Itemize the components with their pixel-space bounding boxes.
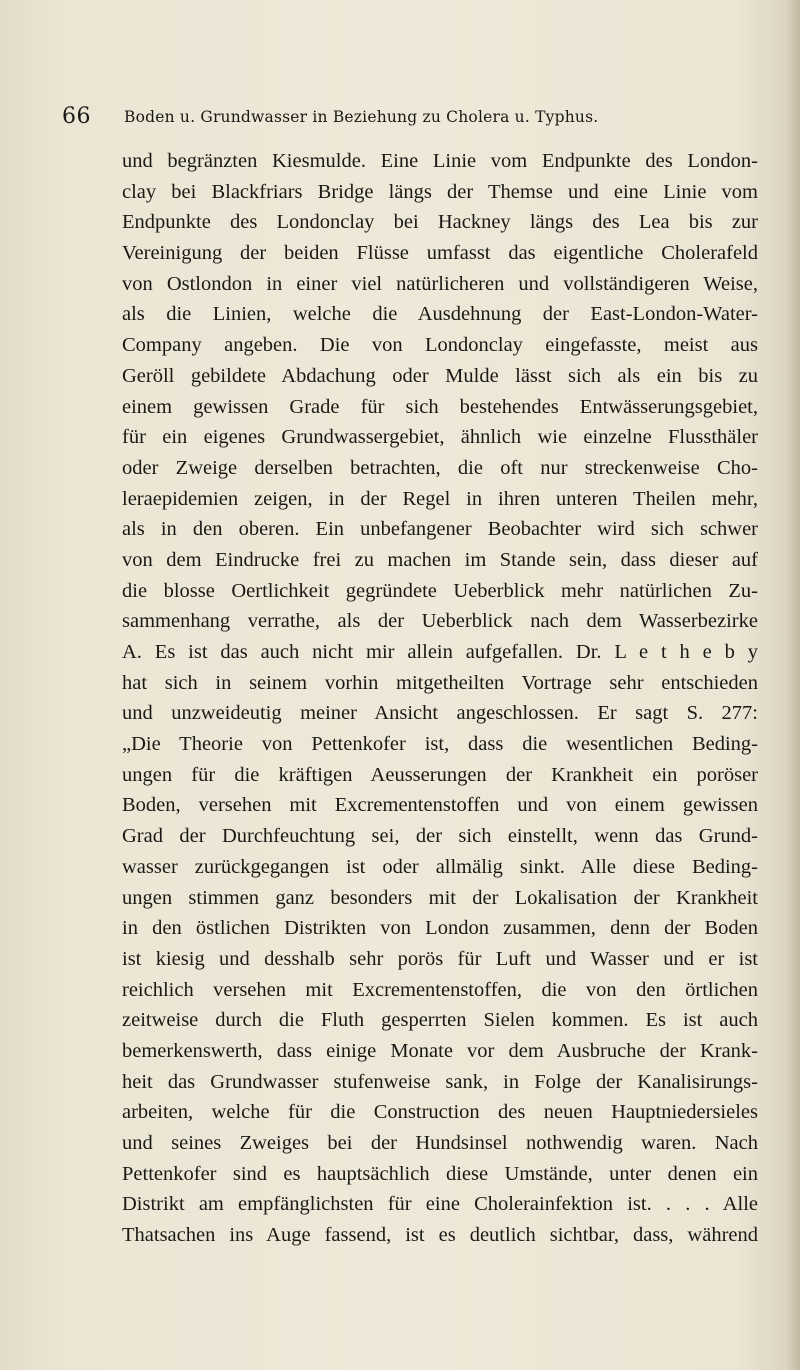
text-line: für ein eigenes Grundwassergebiet, ähnlich wie einzelne Flussthäler <box>122 426 758 449</box>
running-head: Boden u. Grundwasser in Beziehung zu Cholera u. Typhus. <box>124 108 599 126</box>
text-line: ungen stimmen ganz besonders mit der Lokalisation der Krankheit <box>122 886 758 909</box>
text-line: heit das Grundwasser stufenweise sank, in Folge der Kanalisirungs- <box>122 1070 758 1093</box>
text-line: und begränzten Kiesmulde. Eine Linie vom Endpunkte des London- <box>122 150 758 172</box>
text-line: reichlich versehen mit Excrementenstoffen, die von den örtlichen <box>122 978 758 1001</box>
text-line: als in den oberen. Ein unbefangener Beobachter wird sich schwer <box>122 518 758 541</box>
text-line: A. Es ist das auch nicht mir allein aufgefallen. Dr. L e t h e b y <box>122 641 758 663</box>
text-line: hat sich in seinem vorhin mitgetheilten Vortrage sehr entschieden <box>122 671 758 694</box>
text-line: bemerkenswerth, dass einige Monate vor dem Ausbruche der Krank- <box>122 1039 758 1062</box>
text-line: oder Zweige derselben betrachten, die oft nur streckenweise Cho- <box>122 456 758 479</box>
text-line: als die Linien, welche die Ausdehnung der East-London-Water- <box>122 303 758 326</box>
text-line: Thatsachen ins Auge fassend, ist es deutlich sichtbar, dass, während <box>122 1224 758 1247</box>
body-text <box>122 146 758 1251</box>
text-line: die blosse Oertlichkeit gegründete Ueberblick mehr natürlichen Zu- <box>122 579 758 602</box>
text-line: Pettenkofer sind es hauptsächlich diese Umstände, unter denen ein <box>122 1162 758 1185</box>
text-line: sammenhang verrathe, als der Ueberblick nach dem Wasserbezirke <box>122 610 758 633</box>
text-line: ungen für die kräftigen Aeusserungen der Krankheit ein poröser <box>122 763 758 786</box>
text-line: von dem Eindrucke frei zu machen im Stande sein, dass dieser auf <box>122 548 758 571</box>
text-line: arbeiten, welche für die Construction des neuen Hauptniedersieles <box>122 1101 758 1124</box>
text-line: Boden, versehen mit Excrementenstoffen und von einem gewissen <box>122 794 758 817</box>
text-line: Endpunkte des Londonclay bei Hackney längs des Lea bis zur <box>122 211 758 234</box>
text-line: Grad der Durchfeuchtung sei, der sich einstellt, wenn das Grund- <box>122 825 758 848</box>
text-line: clay bei Blackfriars Bridge längs der Themse und eine Linie vom <box>122 180 758 203</box>
text-line: wasser zurückgegangen ist oder allmälig sinkt. Alle diese Beding- <box>122 855 758 878</box>
page-header <box>62 104 742 134</box>
text-line: einem gewissen Grade für sich bestehendes Entwässerungsgebiet, <box>122 395 758 418</box>
text-line: und seines Zweiges bei der Hundsinsel nothwendig waren. Nach <box>122 1132 758 1154</box>
text-line: von Ostlondon in einer viel natürlicheren und vollständigeren Weise, <box>122 272 758 295</box>
page-edge-shadow <box>786 0 800 1370</box>
text-line: Company angeben. Die von Londonclay eingefasste, meist aus <box>122 334 758 357</box>
text-line: Geröll gebildete Abdachung oder Mulde lässt sich als ein bis zu <box>122 364 758 387</box>
text-line: zeitweise durch die Fluth gesperrten Sielen kommen. Es ist auch <box>122 1009 758 1032</box>
text-line: Distrikt am empfänglichsten für eine Cholerainfektion ist. . . . Alle <box>122 1193 758 1216</box>
text-line: in den östlichen Distrikten von London zusammen, denn der Boden <box>122 917 758 940</box>
text-line: ist kiesig und desshalb sehr porös für Luft und Wasser und er ist <box>122 947 758 970</box>
text-line: „Die Theorie von Pettenkofer ist, dass die wesentlichen Beding- <box>122 733 758 756</box>
text-line: Vereinigung der beiden Flüsse umfasst das eigentliche Cholerafeld <box>122 242 758 265</box>
text-line: und unzweideutig meiner Ansicht angeschlossen. Er sagt S. 277: <box>122 702 758 725</box>
text-line: leraepidemien zeigen, in der Regel in ihren unteren Theilen mehr, <box>122 487 758 510</box>
page-number: 66 <box>62 104 91 129</box>
